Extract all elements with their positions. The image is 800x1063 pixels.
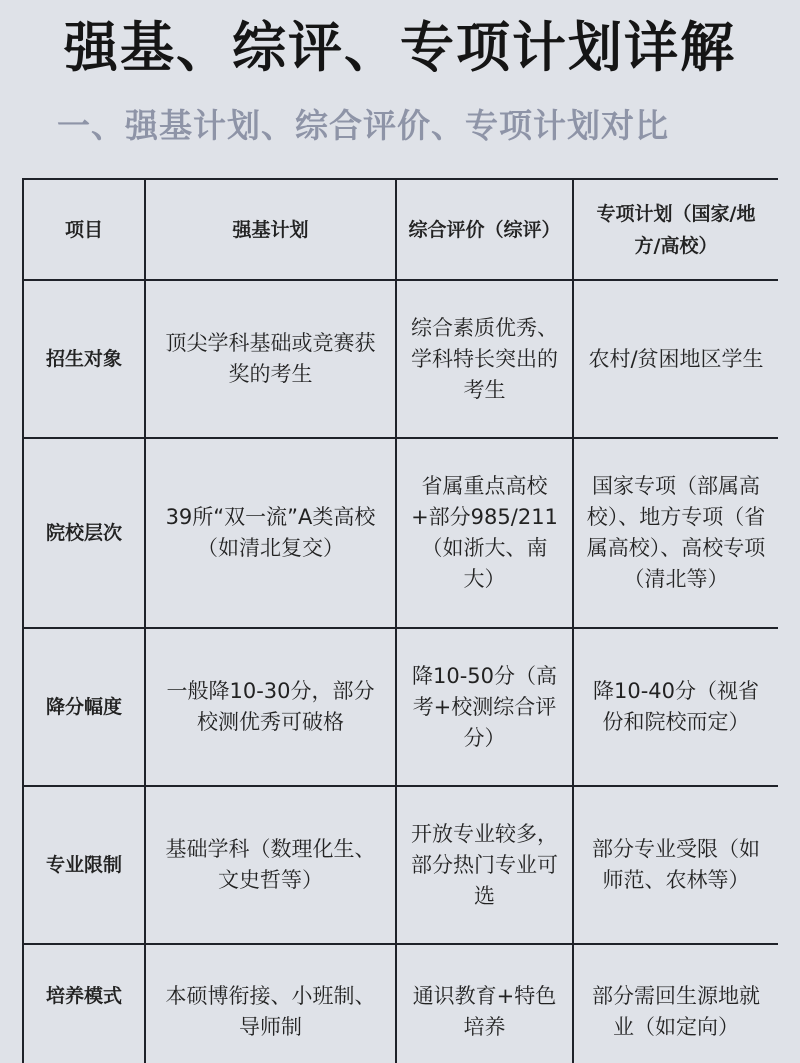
header-qiangji: 强基计划 <box>145 179 396 280</box>
row-label: 专业限制 <box>23 786 145 944</box>
table-row <box>23 786 778 944</box>
table-cell: 国家专项（部属高校）、地方专项（省属高校）、高校专项（清北等） <box>573 438 778 628</box>
table-row <box>23 628 778 786</box>
comparison-table <box>22 178 778 1063</box>
row-label: 招生对象 <box>23 280 145 438</box>
table-cell: 部分专业受限（如师范、农林等） <box>573 786 778 944</box>
table-cell: 部分需回生源地就业（如定向） <box>573 944 778 1063</box>
header-item: 项目 <box>23 179 145 280</box>
table-header-row <box>23 179 778 280</box>
table-cell: 农村/贫困地区学生 <box>573 280 778 438</box>
table-cell: 开放专业较多，部分热门专业可选 <box>396 786 573 944</box>
table-cell: 39所“双一流”A类高校（如清北复交） <box>145 438 396 628</box>
table-cell: 基础学科（数理化生、文史哲等） <box>145 786 396 944</box>
row-label: 院校层次 <box>23 438 145 628</box>
table-cell: 省属重点高校+部分985/211（如浙大、南大） <box>396 438 573 628</box>
table-row <box>23 280 778 438</box>
table-cell: 一般降10-30分，部分校测优秀可破格 <box>145 628 396 786</box>
row-label: 培养模式 <box>23 944 145 1063</box>
table-cell: 通识教育+特色培养 <box>396 944 573 1063</box>
table-cell: 本硕博衔接、小班制、导师制 <box>145 944 396 1063</box>
table-cell: 降10-40分（视省份和院校而定） <box>573 628 778 786</box>
comparison-table-container <box>22 178 778 1063</box>
row-label: 降分幅度 <box>23 628 145 786</box>
table-cell: 顶尖学科基础或竞赛获奖的考生 <box>145 280 396 438</box>
table-row <box>23 438 778 628</box>
header-zhuanxiang: 专项计划（国家/地方/高校） <box>573 179 778 280</box>
table-row <box>23 944 778 1063</box>
table-cell: 降10-50分（高考+校测综合评分） <box>396 628 573 786</box>
table-cell: 综合素质优秀、学科特长突出的考生 <box>396 280 573 438</box>
page-title: 强基、综评、专项计划详解 <box>64 16 736 79</box>
section-heading: 一、强基计划、综合评价、专项计划对比 <box>57 106 669 145</box>
header-zongping: 综合评价（综评） <box>396 179 573 280</box>
